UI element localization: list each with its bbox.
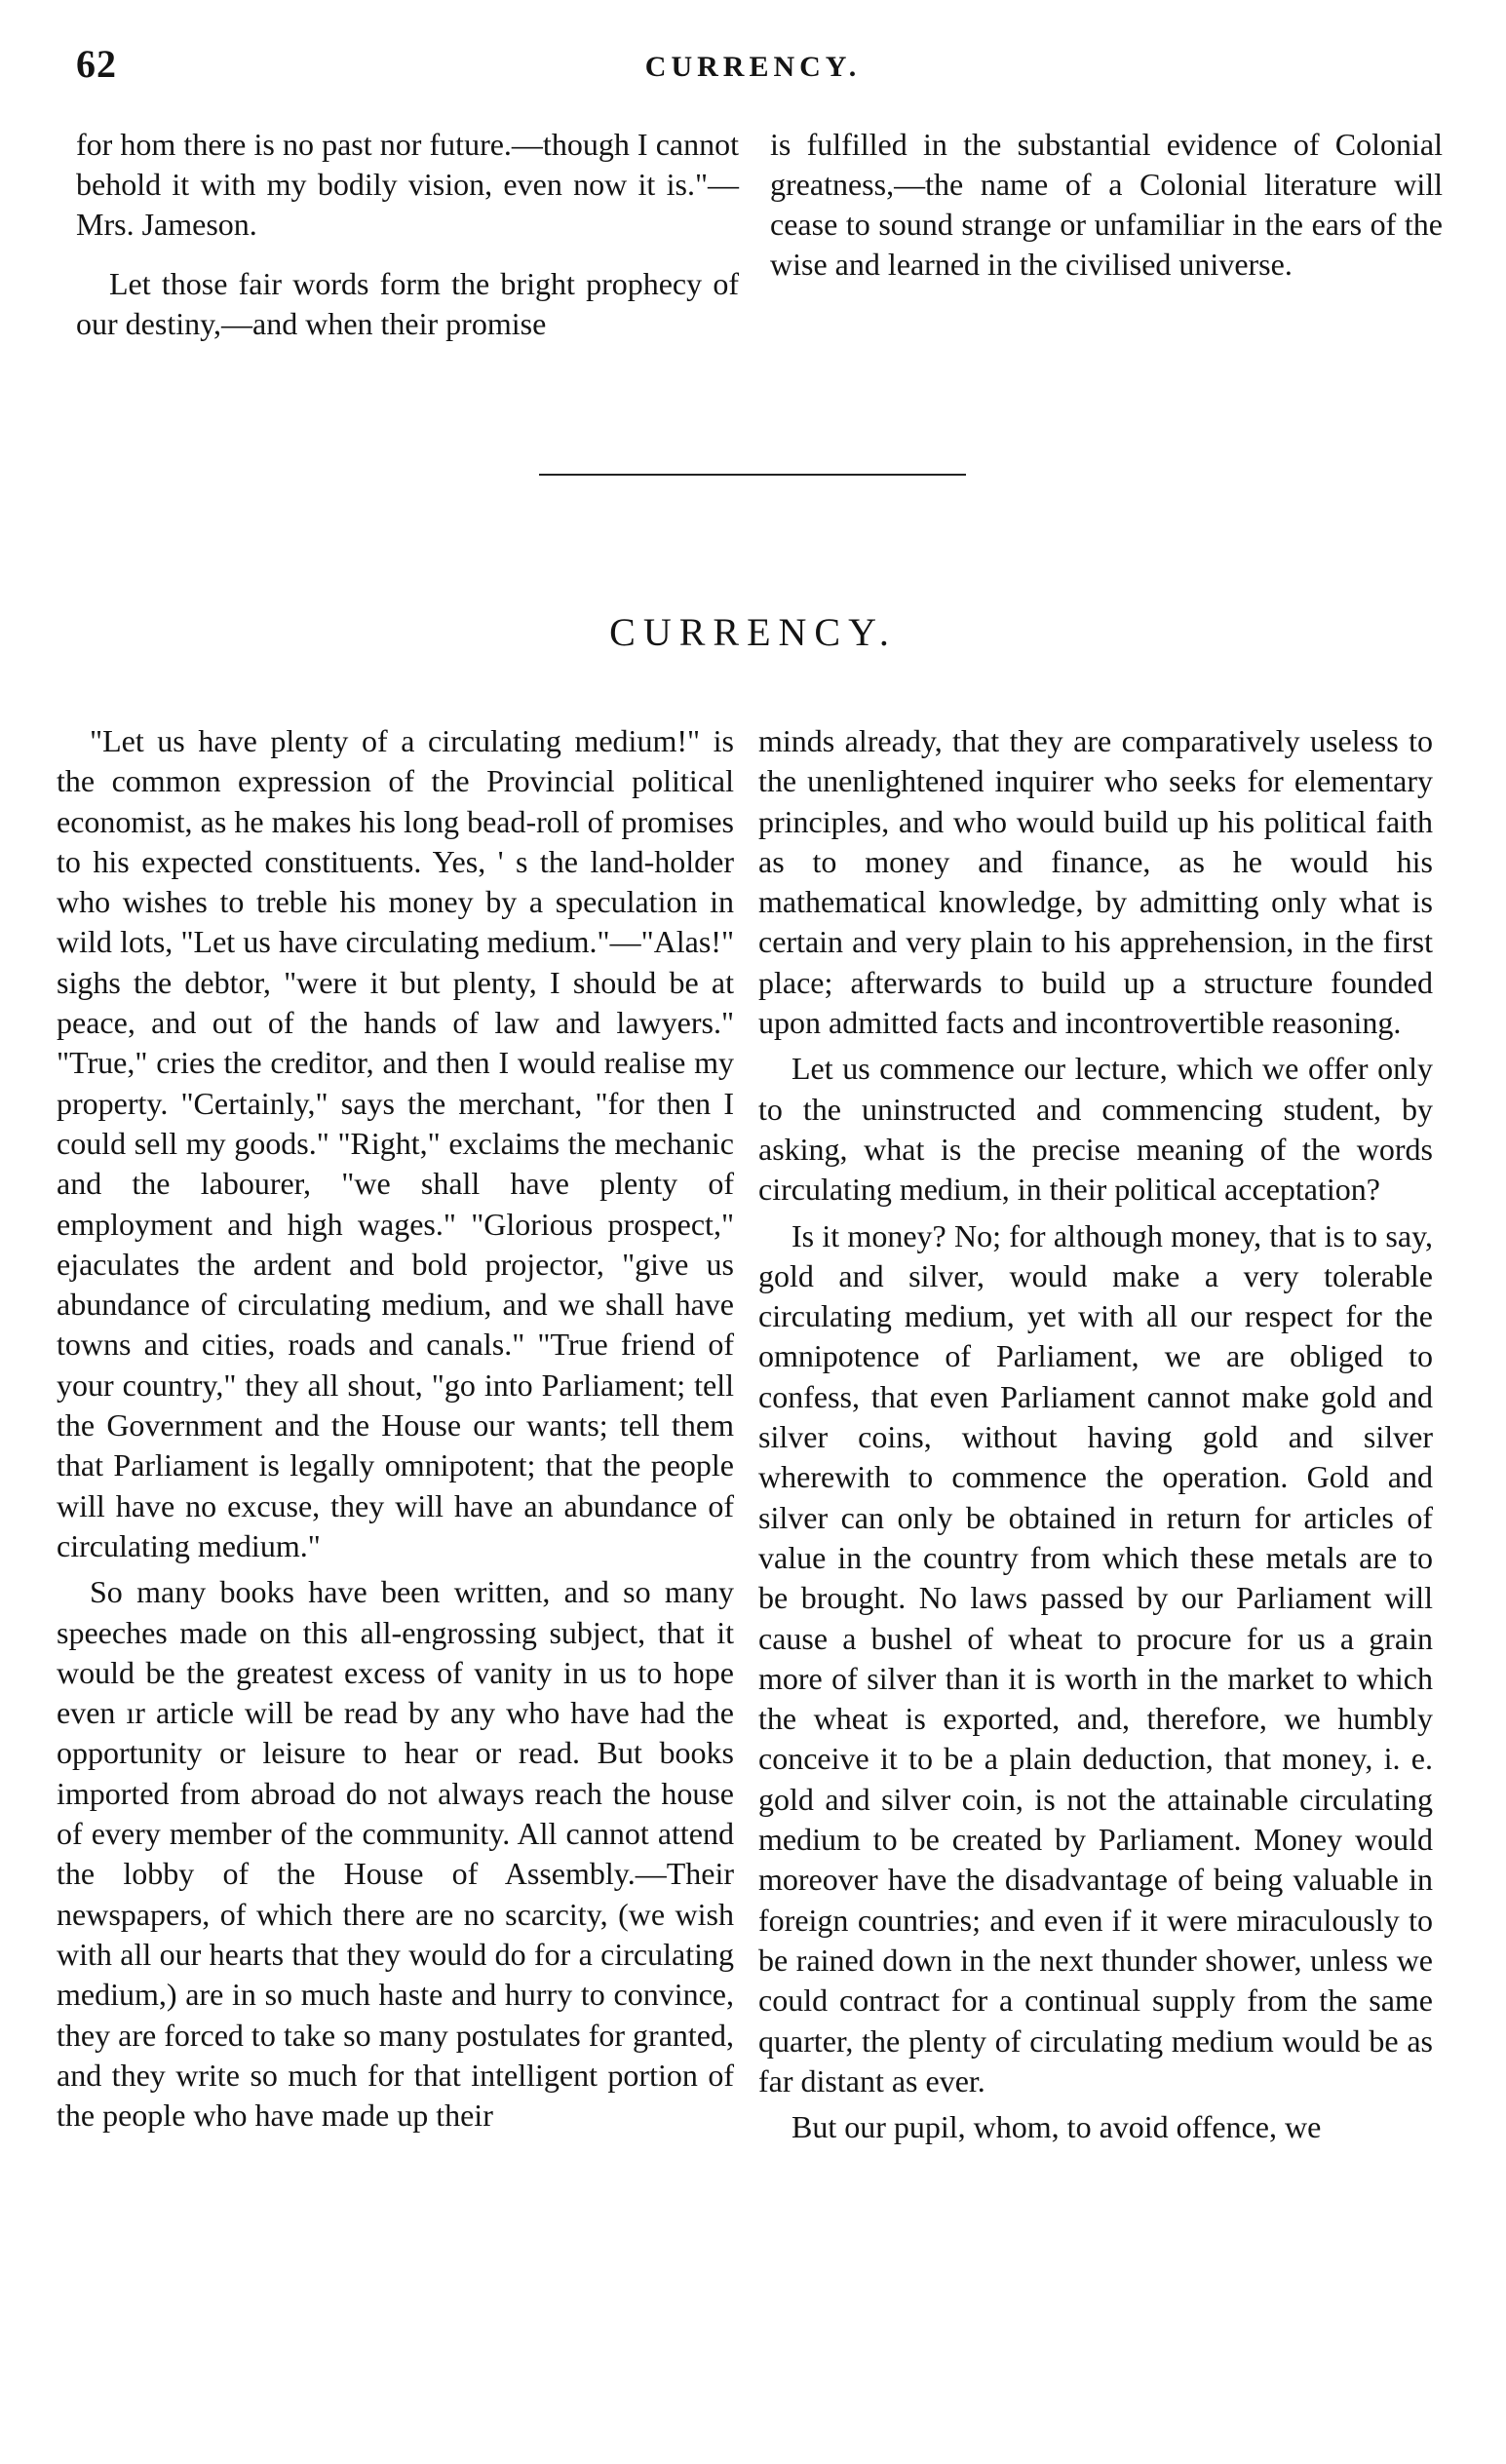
- article-paragraph: Let us commence our lecture, which we offer only to the uninstructed and commencing student, by asking, what is the precise meaning of the words circulating medium, in their political acceptation?: [758, 1051, 1433, 1208]
- previous-article-paragraph: is fulfilled in the substantial evidence of Colonial greatness,—the name of a Colonial literature will cease to sound strange or unfamiliar in the ears of the wise and learned in the civilised universe.: [770, 127, 1443, 282]
- article-title: CURRENCY.: [609, 610, 897, 654]
- article-paragraph: So many books have been written, and so many speeches made on this all-engrossing subject, that it would be the greatest excess of vanity in us to hope even ır article will be read by any who have had the opportunity or leisure to hear or read. But books imported from abroad do not always reach the house of every member of the community. All cannot attend the lobby of the House of Assembly.—Their newspapers, of which there are no scarcity, (we wish with all our hearts that they would do for a circulating medium,) are in so much haste and hurry to convince, they are forced to take so many postulates for granted, and they write so much for that intelligent portion of the people who have made up their: [57, 1574, 734, 2134]
- section-divider-rule: [539, 474, 966, 476]
- page-number: 62: [76, 42, 117, 86]
- previous-article-paragraph: Let those fair words form the bright prophecy of our destiny,—and when their promise: [76, 266, 739, 341]
- running-head: CURRENCY.: [644, 51, 862, 83]
- previous-article-left-column: [76, 125, 739, 344]
- article-paragraph: minds already, that they are comparatively useless to the unenlightened inquirer who seeks for elementary principles, and who would build up his political faith as to money and finance, as he would his mathematical knowledge, by admitting only what is certain and very plain to his apprehension, in the first place; afterwards to build up a structure founded upon admitted facts and incontrovertible reasoning.: [758, 723, 1433, 1041]
- article-right-column: [758, 721, 1433, 2147]
- previous-article-right-column: [770, 125, 1443, 285]
- previous-article-paragraph: for hom there is no past nor future.—though I cannot behold it with my bodily vision, even now it is."—Mrs. Jameson.: [76, 127, 739, 242]
- article-paragraph: But our pupil, whom, to avoid offence, we: [792, 2109, 1322, 2145]
- article-paragraph: Is it money? No; for although money, that is to say, gold and silver, would make a very tolerable circulating medium, yet with all our respect for the omnipotence of Parliament, we are obliged to confess, that even Parliament cannot make gold and silver coins, without having gold and silver wherewith to commence the operation. Gold and silver can only be obtained in return for articles of value in the country from which these metals are to be brought. No laws passed by our Parliament will cause a bushel of wheat to procure for us a grain more of silver than it is worth in the market to which the wheat is exported, and, therefore, we humbly conceive it to be a plain deduction, that money, i. e. gold and silver coin, is not the attainable circulating medium to be created by Parliament. Money would moreover have the disadvantage of being valuable in foreign countries; and even if it were miraculously to be rained down in the next thunder shower, unless we could contract for a continual supply from the same quarter, the plenty of circulating medium would be as far distant as ever.: [758, 1217, 1433, 2098]
- article-left-column: [57, 721, 734, 2136]
- article-paragraph: "Let us have plenty of a circulating medium!" is the common expression of the Provincial political economist, as he makes his long bead-roll of promises to his expected constituents. Yes, ' s the land-holder who wishes to treble his money by a speculation in wild lots, "Let us have circulating medium."—"Alas!" sighs the debtor, "were it but plenty, I should be at peace, and out of the hands of law and lawyers." "True," cries the creditor, and then I would realise my property. "Certainly," says the merchant, "for then I could sell my goods." "Right," exclaims the mechanic and the labourer, "we shall have plenty of employment and high wages." "Glorious prospect," ejaculates the ardent and bold projector, "give us abundance of circulating medium, and we shall have towns and cities, roads and canals." "True friend of your country," they all shout, "go into Parliament; tell the Government and the House our wants; tell them that Parliament is legally omnipotent; that the people will have no excuse, they will have an abundance of circulating medium.": [57, 723, 734, 1563]
